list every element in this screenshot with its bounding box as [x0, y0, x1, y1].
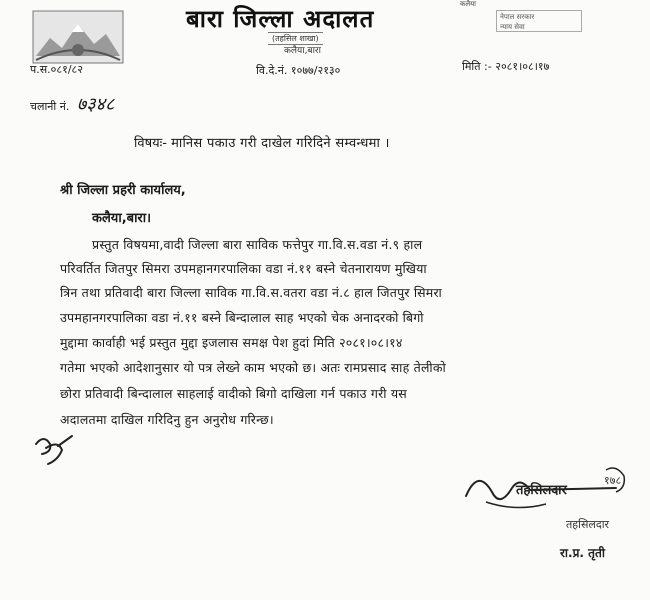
date-line — [462, 59, 549, 74]
right-stamp-line2: न्याय सेवा — [500, 23, 525, 31]
body-line-8: अदालतमा दाखिल गरिदिनु हुन अनुरोध गरिन्छ। — [60, 412, 274, 427]
right-stamp-line1: नेपाल सरकार — [500, 13, 535, 21]
body-line-4: उपमहानगरपालिका वडा नं.११ बस्ने बिन्दालाल साह भएको चेक अनादरको बिगो — [60, 310, 424, 325]
vide-number: वि.दे.नं. १०७७/२१३० — [256, 64, 341, 77]
court-name: बारा जिल्ला अदालत — [186, 5, 375, 33]
signature-title: तहसिलदार — [516, 483, 567, 498]
header-small-top: कलैया — [460, 0, 476, 8]
header-right-stamp — [496, 10, 582, 32]
body-line-2: परिवर्तित जितपुर सिमरा उपमहानगरपालिका वडा नं.११ बस्ने चेतनारायण मुखिया — [60, 261, 427, 276]
signature-digits: १७८ — [604, 474, 622, 487]
stamp-line-1: तहसिलदार — [566, 518, 610, 531]
body-line-7: छोरा प्रतिवादी बिन्दालाल साहलाई वादीको बिगो दाखिला गर्न पकाउ गरी यस — [60, 386, 407, 401]
ps-number: प.स.०८१/८२ — [30, 63, 83, 76]
body-line-6: गतेमा भएको आदेशानुसार यो पत्र लेख्ने काम भएको छ। अतः रामप्रसाद साह तेलीको — [60, 360, 446, 375]
initial-signature — [28, 430, 88, 470]
body-line-5: मुद्दामा कार्वाही भई प्रस्तुत मुद्दा इजलास समक्ष पेश हुदां मिति २०८१।०८।१४ — [60, 335, 403, 350]
court-logo-emblem — [32, 10, 124, 64]
chalani-line — [30, 92, 114, 116]
subject-label: विषयः- — [134, 136, 167, 151]
header-place: कलैया,बारा — [284, 46, 321, 56]
subject-line — [134, 133, 390, 151]
stamp-line-2: रा.प्र. तृती — [560, 546, 605, 560]
date-value: २०८१।०८।१७ — [495, 60, 550, 73]
body-line-1: प्रस्तुत विषयमा,वादी जिल्ला बारा साविक फत्तेपुर गा.वि.स.वडा नं.९ हाल — [92, 237, 423, 252]
body-line-3: त्रिन तथा प्रतिवादी बारा जिल्ला साविक गा.वि.स.वतरा वडा नं.८ हाल जितपुर सिमरा — [60, 285, 442, 300]
subject-text: मानिस पकाउ गरी दाखेल गरिदिने सम्वन्धमा । — [171, 136, 390, 151]
section-label: (तहसिल शाखा) — [268, 32, 323, 45]
chalani-label: चलानी नं. — [30, 100, 70, 113]
addressee-place: कलैया,बारा। — [92, 211, 152, 226]
addressee: श्री जिल्ला प्रहरी कार्यालय, — [60, 183, 186, 198]
date-label: मिति :- — [462, 60, 492, 73]
chalani-number: ७३४८ — [76, 94, 115, 115]
